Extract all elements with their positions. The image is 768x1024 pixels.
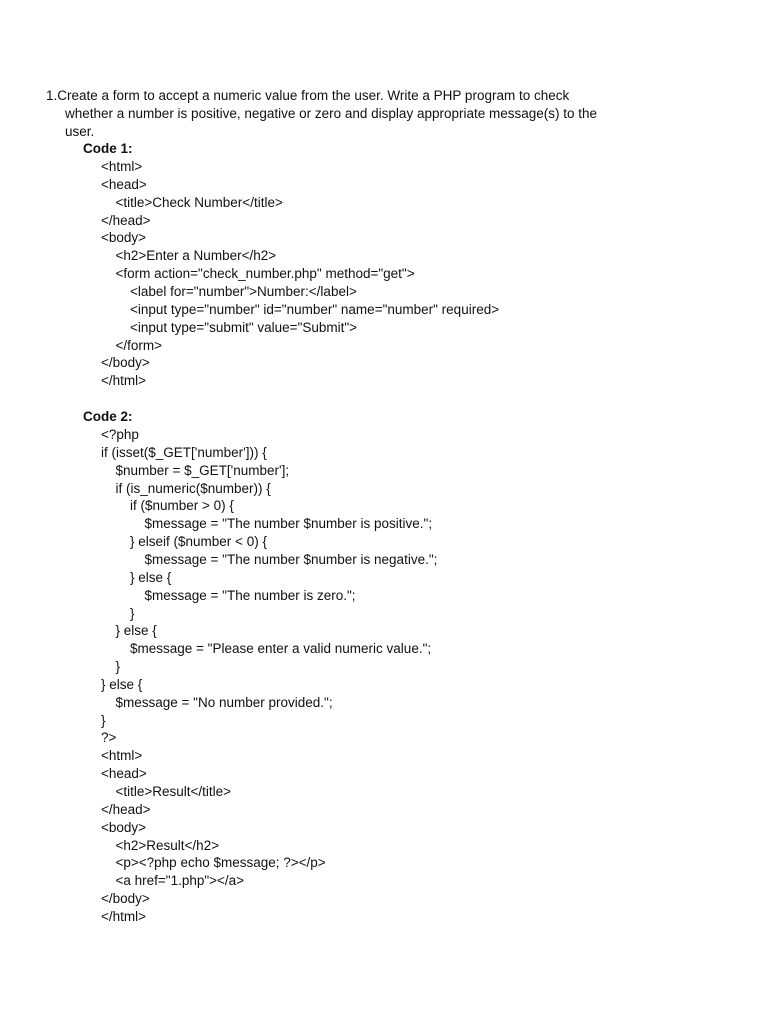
code2-line: <p><?php echo $message; ?></p> [115, 855, 326, 871]
code2-line: } else { [115, 623, 157, 639]
code1-line: <input type="submit" value="Submit"> [130, 319, 358, 335]
code2-line: if ($number > 0) { [130, 498, 234, 514]
code1-line: </html> [101, 373, 147, 389]
code2-line: } else { [101, 676, 143, 692]
code1-line: <title>Check Number</title> [115, 194, 283, 210]
question-line-1: 1.Create a form to accept a numeric value from the user. Write a PHP program to check [46, 88, 570, 103]
code2-line: if (isset($_GET['number'])) { [101, 444, 267, 460]
code2-line: <body> [101, 819, 147, 835]
code1-line: <label for="number">Number:</label> [130, 283, 357, 299]
code2-line: $message = "The number $number is negative."; [144, 551, 438, 567]
code2-line: $number = $_GET['number']; [115, 462, 290, 478]
code2-line: </html> [101, 908, 147, 924]
code2-line: <title>Result</title> [115, 784, 232, 799]
code2-line: } [130, 605, 135, 621]
question-line-2: whether a number is positive, negative or zero and display appropriate message(s) to the [65, 106, 598, 121]
code2-line: } [115, 659, 121, 675]
code1-line: <input type="number" id="number" name="number" required> [130, 301, 500, 317]
code2-line: $message = "The number is zero."; [144, 587, 356, 603]
code1-line: </body> [101, 355, 150, 371]
code1-line: <html> [101, 159, 143, 174]
question-line-3: user. [65, 124, 95, 139]
code1-line: <h2>Enter a Number</h2> [115, 248, 277, 264]
code2-line: $message = "Please enter a valid numeric value."; [130, 641, 432, 657]
code1-line: <head> [101, 176, 147, 192]
code1-line: <body> [101, 230, 147, 246]
code2-line: </head> [101, 801, 151, 817]
code2-line: $message = "No number provided."; [115, 694, 333, 710]
code1-line: </form> [115, 337, 163, 353]
code2-label: Code 2: [83, 409, 133, 424]
code2-line: ?> [101, 730, 117, 746]
code2-line: if (is_numeric($number)) { [115, 480, 271, 496]
code2-line: <a href="1.php"></a> [115, 873, 245, 889]
code2-line: <html> [101, 748, 143, 764]
code2-line: $message = "The number $number is positive."; [144, 516, 433, 532]
code2-line: </body> [101, 891, 150, 907]
code2-line: } elseif ($number < 0) { [130, 534, 267, 550]
code2-line: } [101, 712, 106, 728]
code1-line: </head> [101, 212, 151, 228]
code2-line: } else { [130, 569, 172, 585]
code1-line: <form action="check_number.php" method="get"> [115, 266, 415, 282]
code1-label: Code 1: [83, 141, 133, 156]
code2-line: <?php [101, 427, 139, 442]
code2-line: <h2>Result</h2> [115, 837, 220, 853]
code2-line: <head> [101, 766, 147, 782]
